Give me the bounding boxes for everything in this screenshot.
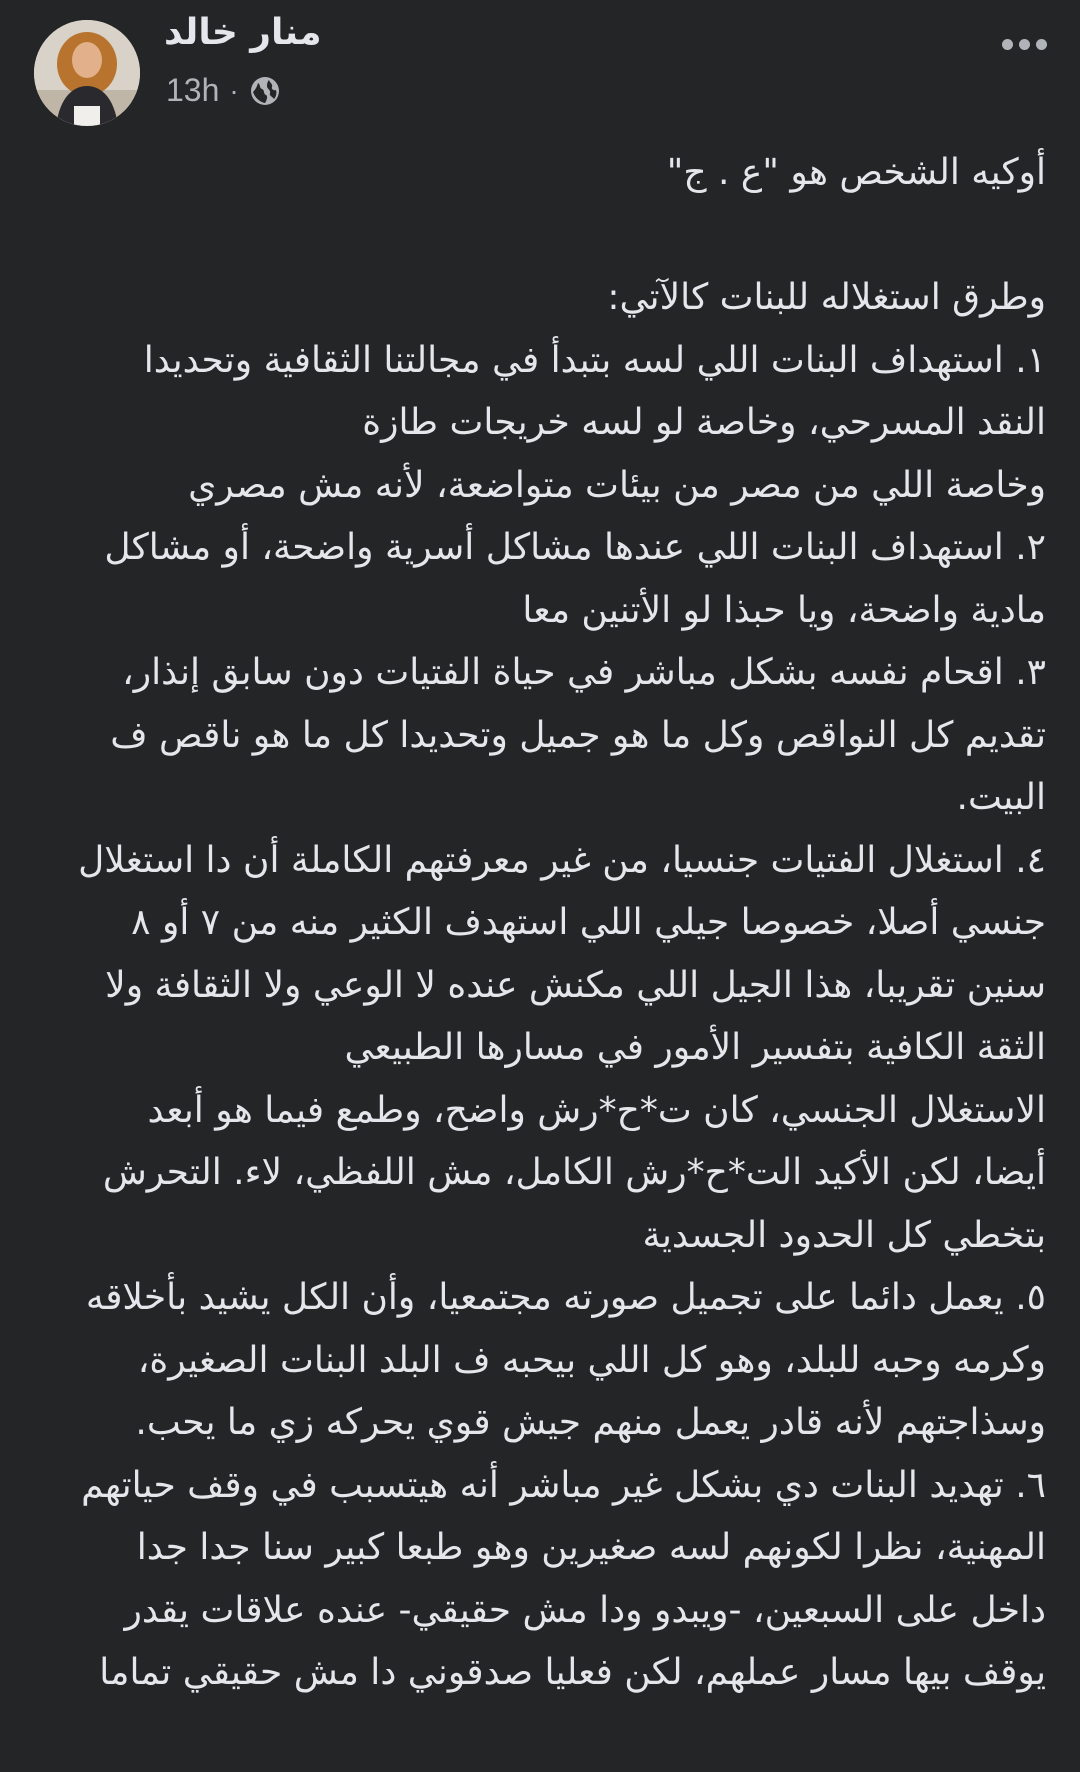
post-line: الاستغلال الجنسي، كان ت*ح*رش واضح، وطمع فيما هو أبعد [147,1089,1046,1131]
post-line: ٥. يعمل دائما على تجميل صورته مجتمعيا، وأن الكل يشيد بأخلاقه [85,1277,1046,1318]
more-options-button[interactable] [988,14,1060,74]
author-avatar[interactable] [34,20,140,126]
post-line: ٦. تهديد البنات دي بشكل غير مباشر أنه هيتسبب في وقف حياتهم [81,1464,1046,1506]
post-text [36,142,1046,1705]
post-line: المهنية، نظرا لكونهم لسه صغيرين وهو طبعا كبير سنا جدا جدا [136,1527,1046,1568]
post-line: مادية واضحة، ويا حبذا لو الأتنين معا [522,589,1046,631]
post-header [0,0,1080,130]
post-line: النقد المسرحي، وخاصة لو لسه خريجات طازة [362,402,1046,443]
post-line-blank [36,205,1046,268]
post-line: وكرمه وحبه للبلد، وهو كل اللي بيحبه ف البلد البنات الصغيرة، [137,1339,1046,1381]
post-line: بتخطي كل الحدود الجسدية [642,1214,1046,1256]
post-line: داخل على السبعين، -ويبدو ودا مش حقيقي- عنده علاقات يقدر [124,1589,1046,1631]
post-line: تقديم كل النواقص وكل ما هو جميل وتحديدا كل ما هو ناقص ف [110,714,1046,756]
post-line: البيت. [956,777,1046,818]
post-line: الثقة الكافية بتفسير الأمور في مسارها الطبيعي [344,1027,1046,1068]
post-line: ١. استهداف البنات اللي لسه بتبدأ في مجالتنا الثقافية وتحديدا [143,339,1046,381]
post-line: وطرق استغلاله للبنات كالآتي: [607,277,1046,318]
post-meta [166,72,281,109]
more-dots-icon [1002,39,1013,50]
meta-separator: · [229,74,239,106]
post-line: سنين تقريبا، هذا الجيل اللي مكنش عنده لا الوعي ولا الثقافة ولا [105,964,1046,1006]
post-line: أوكيه الشخص هو "ع . ج" [666,152,1046,193]
globe-icon [249,75,281,107]
post-line: يوقف بيها مسار عملهم، لكن فعليا صدقوني دا مش حقيقي تماما [99,1652,1046,1693]
post-line: وخاصة اللي من مصر من بيئات متواضعة، لأنه مش مصري [188,464,1046,506]
post-line: وسذاجتهم لأنه قادر يعمل منهم جيش قوي يحركه زي ما يحب. [135,1402,1046,1443]
post-line: أيضا، لكن الأكيد الت*ح*رش الكامل، مش اللفظي، لاء. التحرش [102,1152,1046,1193]
author-name[interactable]: منار خالد [164,12,322,53]
post-line: جنسي أصلا، خصوصا جيلي اللي استهدف الكثير منه من ٧ أو ٨ [131,902,1046,943]
post-line: ٣. اقحام نفسه بشكل مباشر في حياة الفتيات دون سابق إنذار، [122,652,1046,693]
post-line: ٢. استهداف البنات اللي عندها مشاكل أسرية واضحة، أو مشاكل [104,527,1046,568]
post-line: ٤. استغلال الفتيات جنسيا، من غير معرفتهم الكاملة أن دا استغلال [78,839,1046,881]
post-time[interactable]: 13h [166,72,220,108]
